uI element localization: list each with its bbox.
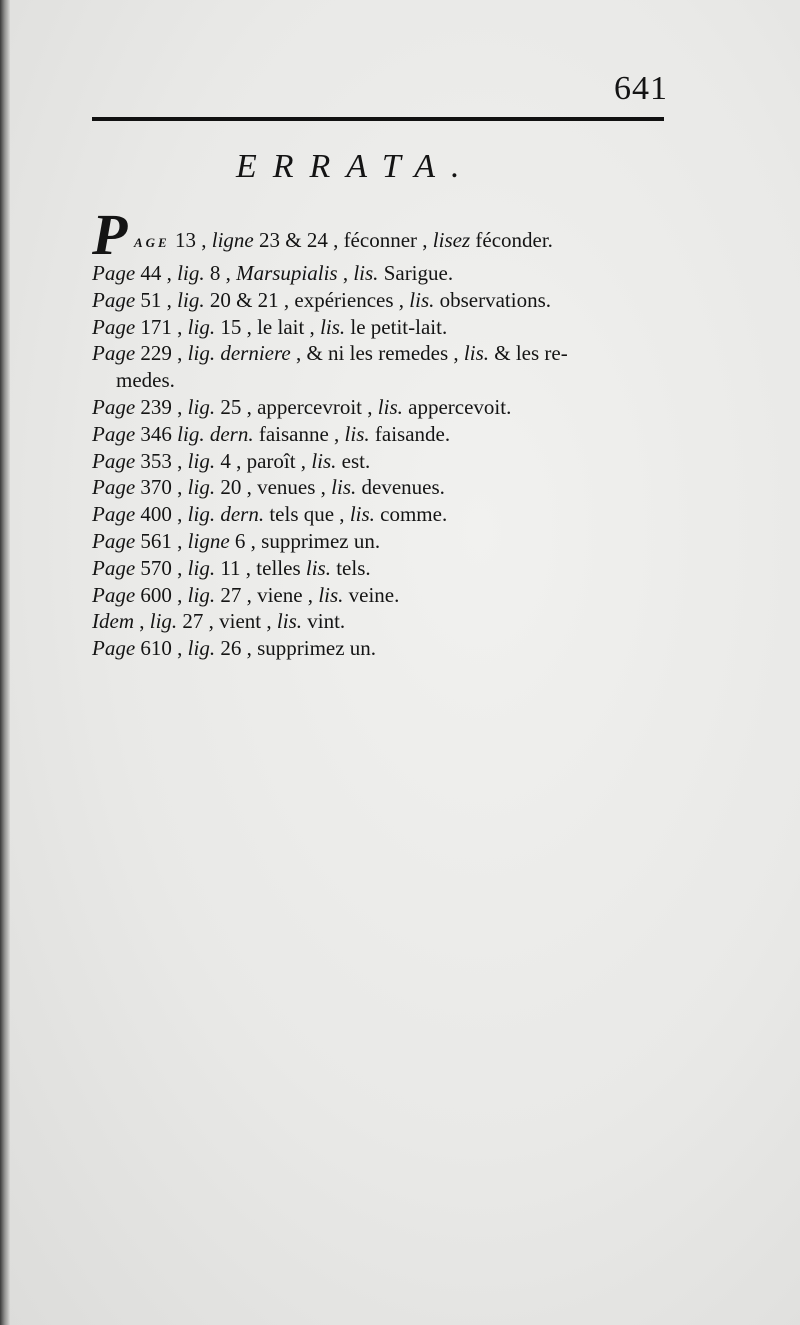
entry-correction: observations. — [434, 287, 552, 312]
entry-ref: 27 , vient , — [177, 609, 277, 634]
entry-location: 353 , — [135, 448, 188, 473]
entry-page-label: Page — [92, 475, 136, 500]
entry-page-label: Page — [92, 261, 136, 285]
entry-page-label: Page — [92, 636, 136, 661]
entry-location: 346 — [135, 421, 178, 446]
entry-page-label: Page — [92, 421, 136, 446]
entry-page-label: Idem — [92, 609, 134, 634]
entry-ref-label: ligne — [187, 528, 230, 553]
entry-location: 44 , — [135, 261, 178, 285]
entry-location: 239 , — [135, 394, 188, 419]
entry-ref-label: ligne — [211, 228, 254, 252]
entry-location: 610 , — [135, 636, 188, 661]
header-rule — [92, 117, 664, 121]
entry-correction: Sarigue. — [378, 261, 454, 285]
entry-read-label: lis. — [276, 609, 302, 634]
entry-text: , — [337, 261, 354, 285]
entry-read-label: lis. — [463, 341, 490, 366]
entry-ref: 15 , le lait , — [215, 314, 321, 339]
entry-correction: féconder. — [470, 228, 553, 252]
entry-ref-label: lig. — [187, 394, 216, 419]
errata-entry — [92, 528, 692, 555]
entry-ref: 23 & 24 , féconner , — [253, 228, 433, 252]
entry-page-label: Page — [92, 287, 136, 312]
entry-read-label: lis. — [305, 555, 331, 580]
entry-read-label: lisez — [432, 228, 471, 252]
entry-correction: appercevoit. — [402, 394, 512, 419]
entry-ref: 20 , venues , — [215, 475, 332, 500]
entry-read-label: lis. — [311, 448, 337, 473]
entry-ref-label: lig. — [187, 314, 216, 339]
errata-entry — [92, 260, 692, 287]
entry-location: 561 , — [135, 528, 188, 553]
page-title: ERRATA. — [236, 148, 476, 185]
entry-ref-label: lig. dern. — [187, 502, 265, 527]
entry-read-label: lis. — [409, 287, 435, 312]
entry-read-label: lis. — [331, 475, 357, 500]
entry-read-label: lis. — [320, 314, 346, 339]
entry-page-label: AGE — [134, 235, 170, 250]
entry-ref: 26 , supprimez un. — [215, 636, 377, 661]
entry-ref: 27 , viene , — [215, 582, 319, 607]
entry-page-label: Page — [92, 448, 136, 473]
entry-ref-label: lig. — [177, 261, 205, 285]
errata-entry — [92, 448, 692, 475]
entry-ref-label: lig. — [187, 555, 216, 580]
entry-location: , — [133, 609, 150, 634]
entry-correction: tels. — [330, 555, 371, 580]
drop-cap: P — [92, 202, 128, 267]
errata-entry — [92, 367, 692, 394]
entry-ref: 11 , telles — [215, 555, 306, 580]
errata-entry — [92, 501, 692, 528]
entry-page-label: Page — [92, 394, 136, 419]
entry-location: 13 , — [169, 228, 212, 252]
entry-location: 600 , — [135, 582, 188, 607]
entry-page-label: Page — [92, 555, 136, 580]
entry-ref-label: lig. — [177, 287, 205, 312]
entry-text-italic: derniere — [220, 341, 291, 366]
errata-rows — [92, 260, 692, 662]
entry-ref-label: lig. — [187, 582, 216, 607]
errata-entry-first — [92, 202, 692, 267]
entry-ref: 8 , — [204, 261, 237, 285]
entry-ref: tels que , — [264, 502, 350, 527]
entry-location: 51 , — [135, 287, 178, 312]
errata-entry — [92, 287, 692, 314]
entry-correction: devenues. — [356, 475, 445, 500]
errata-entry — [92, 608, 692, 635]
errata-entry — [92, 582, 692, 609]
errata-entry — [92, 421, 692, 448]
entry-ref-label: lig. dern. — [177, 421, 254, 446]
errata-entry — [92, 340, 692, 367]
entry-ref-label: lig. — [149, 609, 178, 634]
entry-page-label: Page — [92, 528, 136, 553]
entry-correction: & les re- — [489, 341, 568, 366]
entry-page-label: Page — [92, 502, 136, 527]
page-number: 641 — [614, 70, 668, 107]
entry-read-label: lis. — [318, 582, 344, 607]
entry-location: 400 , — [135, 502, 188, 527]
errata-entry — [92, 635, 692, 662]
entry-text-italic: Marsupialis — [236, 261, 338, 285]
errata-entry — [92, 555, 692, 582]
entry-page-label: Page — [92, 341, 136, 366]
entry-ref-label: lig. — [187, 341, 216, 366]
errata-list — [92, 202, 692, 662]
entry-location: 570 , — [135, 555, 188, 580]
entry-read-label: lis. — [353, 261, 379, 285]
entry-location: 171 , — [135, 314, 188, 339]
entry-correction: vint. — [302, 609, 346, 634]
entry-ref: faisanne , — [253, 421, 345, 446]
entry-text: , & ni les remedes , — [290, 341, 464, 366]
entry-location: 370 , — [135, 475, 188, 500]
entry-correction: le petit-lait. — [345, 314, 448, 339]
entry-correction: est. — [336, 448, 371, 473]
entry-page-label: Page — [92, 582, 136, 607]
entry-correction: faisande. — [369, 421, 451, 446]
binding-edge — [0, 0, 10, 1325]
entry-page-label: Page — [92, 314, 136, 339]
entry-read-label: lis. — [344, 421, 370, 446]
entry-ref-label: lig. — [187, 448, 216, 473]
entry-read-label: lis. — [349, 502, 375, 527]
entry-ref-label: lig. — [187, 475, 216, 500]
entry-location: 229 , — [135, 341, 188, 366]
entry-correction: comme. — [374, 502, 448, 527]
entry-ref: 25 , appercevroit , — [215, 394, 378, 419]
entry-read-label: lis. — [377, 394, 403, 419]
entry-ref-label: lig. — [187, 636, 216, 661]
errata-entry — [92, 474, 692, 501]
entry-ref: 20 & 21 , expériences , — [204, 287, 410, 312]
entry-ref: 4 , paroît , — [215, 448, 312, 473]
errata-entry — [92, 314, 692, 341]
errata-entry — [92, 394, 692, 421]
entry-correction: veine. — [343, 582, 400, 607]
entry-ref: 6 , supprimez un. — [229, 528, 381, 553]
entry-continuation: medes. — [116, 368, 175, 393]
